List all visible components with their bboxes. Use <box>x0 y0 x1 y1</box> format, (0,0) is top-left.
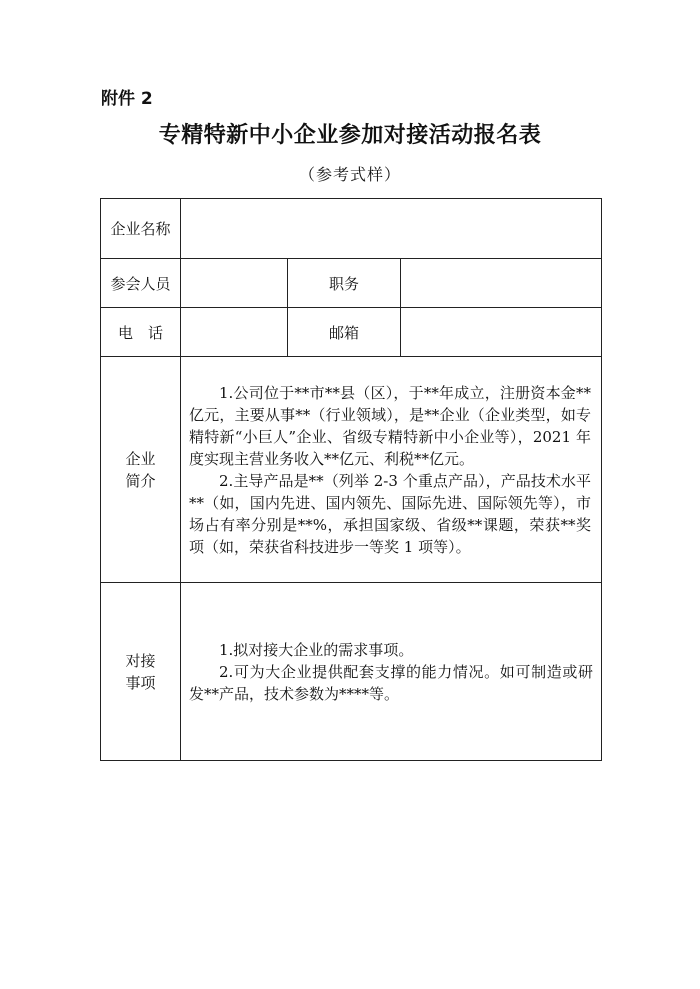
attendee-field[interactable] <box>181 259 288 308</box>
docking-paragraph-2: 2.可为大企业提供配套支撑的能力情况。如可制造或研发**产品，技术参数为****等。 <box>189 662 594 703</box>
company-intro-label <box>101 357 181 583</box>
intro-paragraph-2: 2.主导产品是**（列举 2-3 个重点产品），产品技术水平**（如，国内先进、国内领先、国际先进、国际领先等），市场占有率分别是**%，承担国家级、省级**课题，荣获**奖项（如，荣获省科技进步一等奖 1 项等）。 <box>189 471 592 556</box>
attendee-label: 参会人员 <box>101 259 181 308</box>
phone-label: 电 话 <box>101 308 181 357</box>
company-name-field[interactable] <box>181 199 602 259</box>
company-intro-label-line1: 企业 <box>125 449 156 468</box>
company-name-label: 企业名称 <box>101 199 181 259</box>
position-label: 职务 <box>288 259 401 308</box>
company-intro-label-line2: 简介 <box>125 471 156 490</box>
phone-field[interactable] <box>181 308 288 357</box>
docking-items-label-line2: 事项 <box>125 673 156 692</box>
row-docking-items <box>101 583 602 761</box>
registration-form-table <box>100 198 602 761</box>
annex-label: 附件 2 <box>101 89 153 109</box>
row-contact <box>101 308 602 357</box>
row-company-name <box>101 199 602 259</box>
docking-items-label <box>101 583 181 761</box>
docking-items-label-line1: 对接 <box>125 651 156 670</box>
row-company-intro <box>101 357 602 583</box>
docking-items-field[interactable] <box>181 583 602 761</box>
email-label: 邮箱 <box>288 308 401 357</box>
row-attendee <box>101 259 602 308</box>
position-field[interactable] <box>401 259 602 308</box>
intro-paragraph-1: 1.公司位于**市**县（区），于**年成立，注册资本金**亿元，主要从事**（行业领域），是**企业（企业类型，如专精特新“小巨人”企业、省级专精特新中小企业等），2021 年度实现主营业务收入**亿元、利税**亿元。 <box>189 383 592 468</box>
form-subtitle: （参考式样） <box>298 165 401 184</box>
email-field[interactable] <box>401 308 602 357</box>
form-title: 专精特新中小企业参加对接活动报名表 <box>158 123 542 148</box>
company-intro-field[interactable] <box>181 357 602 583</box>
docking-paragraph-1: 1.拟对接大企业的需求事项。 <box>219 640 414 659</box>
